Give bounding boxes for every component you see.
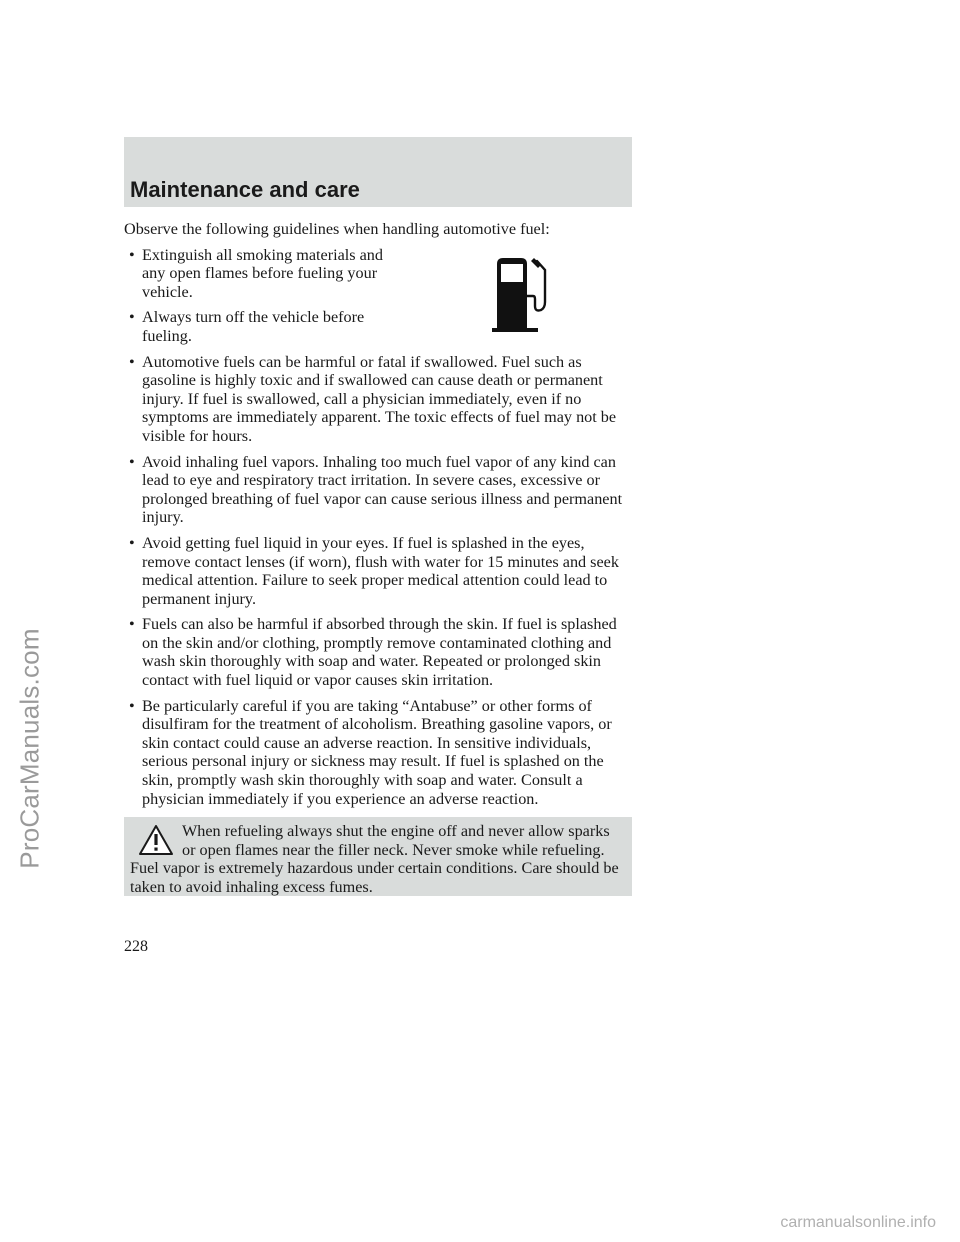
list-item — [124, 697, 632, 809]
section-title: Maintenance and care — [130, 177, 360, 202]
list-item — [124, 246, 387, 302]
list-item-text: Automotive fuels can be harmful or fatal if swallowed. Fuel such as gasoline is highly toxic and if swallowed can cause death or permanent injury. If fuel is swallowed, call a physician immediately, even if no symptoms are immediately apparent. The toxic effects of fuel may not be visible for hours. — [142, 352, 617, 445]
list-item — [124, 534, 632, 608]
bullet-dot: • — [129, 245, 135, 264]
bullet-dot: • — [129, 352, 135, 371]
page-number: 228 — [124, 938, 148, 955]
list-item-text: Avoid getting fuel liquid in your eyes. If fuel is splashed in the eyes, remove contact lenses (if worn), flush with water for 15 minutes and seek medical attention. Failure to seek proper medical attention could lead to permanent injury. — [142, 533, 619, 608]
bullet-dot: • — [129, 615, 135, 634]
watermark-side-text: ProCarManuals.com — [14, 627, 45, 869]
list-item-text: Extinguish all smoking materials and any open flames before fueling your vehicle. — [142, 245, 383, 301]
main-content — [124, 220, 632, 815]
bullet-dot: • — [129, 308, 135, 327]
watermark-bottom: carmanualsonline.info — [780, 1214, 936, 1231]
warning-text: When refueling always shut the engine off and never allow sparks or open flames near the filler neck. Never smoke while refueling. Fuel vapor is extremely hazardous under certain conditions. Care should be taken to avoid inhaling excess fumes. — [130, 822, 619, 896]
warning-box — [124, 817, 632, 896]
bullet-dot: • — [129, 696, 135, 715]
section-header — [124, 137, 632, 207]
list-item — [124, 353, 632, 446]
bullet-dot: • — [129, 452, 135, 471]
list-item — [124, 615, 632, 689]
list-item-text: Always turn off the vehicle before fueling. — [142, 308, 365, 345]
intro-text: Observe the following guidelines when handling automotive fuel: — [124, 220, 550, 238]
list-item — [124, 308, 387, 345]
list-item-text: Avoid inhaling fuel vapors. Inhaling too much fuel vapor of any kind can lead to eye and respiratory tract irritation. In severe cases, excessive or prolonged breathing of fuel vapor can cause serious illness and permanent injury. — [142, 452, 623, 527]
warning-triangle-icon — [138, 824, 174, 856]
list-item — [124, 453, 632, 527]
bullet-dot: • — [129, 533, 135, 552]
list-item-text: Be particularly careful if you are taking “Antabuse” or other forms of disulfiram for the treatment of alcoholism. Breathing gasoline vapors, or skin contact could cause an adverse reaction. In sensitive individuals, serious personal injury or sickness may result. If fuel is splashed on the skin, promptly wash skin thoroughly with soap and water. Consult a physician immediately if you experience an adverse reaction. — [142, 696, 612, 808]
watermark-side — [8, 488, 52, 1008]
list-item-text: Fuels can also be harmful if absorbed through the skin. If fuel is splashed on the skin and/or clothing, promptly remove contaminated clothing and wash skin thoroughly with soap and water. Repeated or prolonged skin contact with fuel liquid or vapor causes skin irritation. — [142, 615, 617, 690]
